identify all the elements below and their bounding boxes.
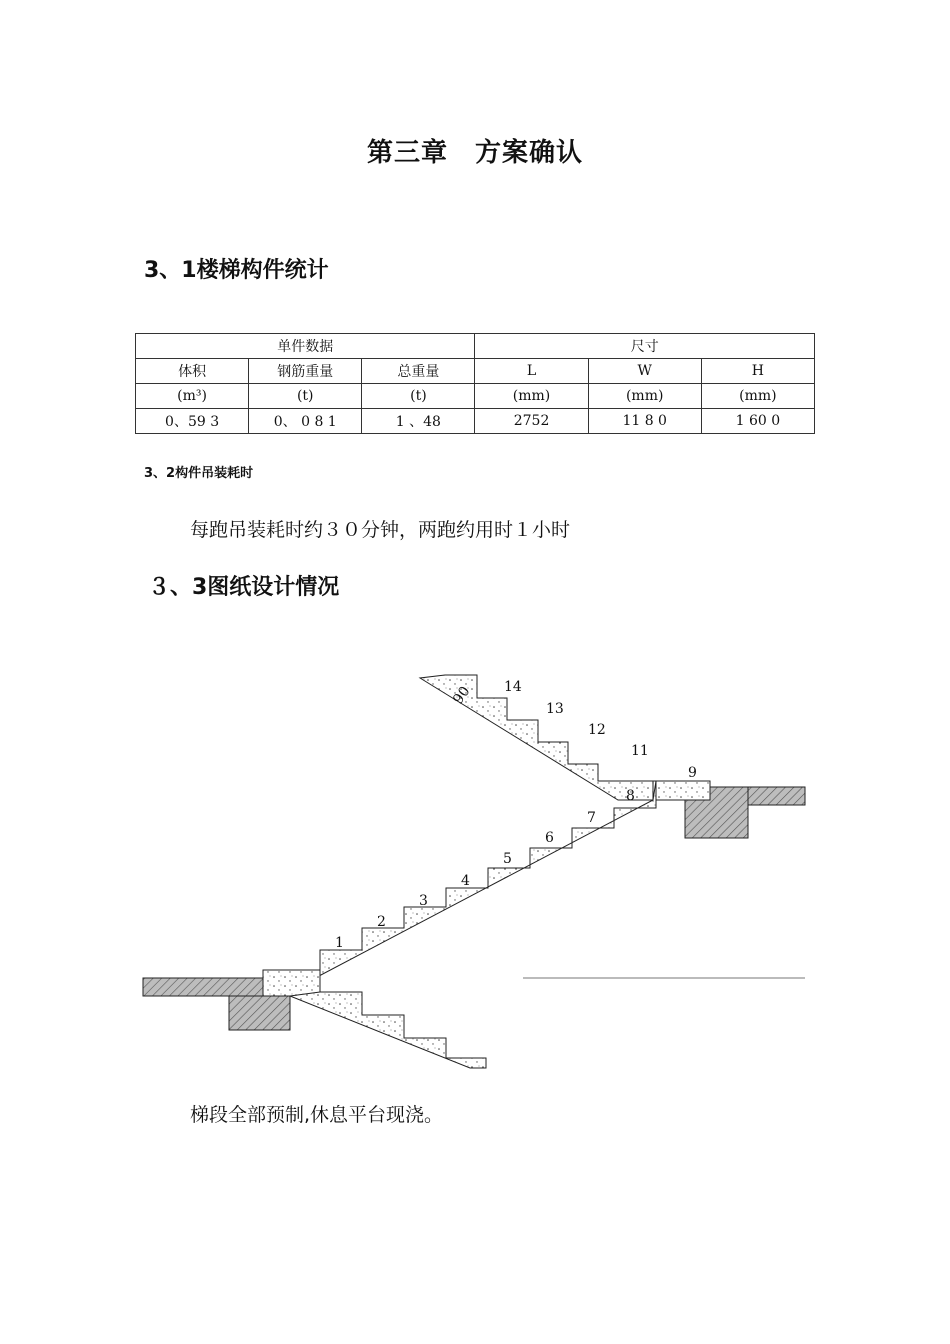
table-value-cell: 2752 xyxy=(475,409,588,434)
upper-landing xyxy=(653,781,710,800)
table-header-cell: 钢筋重量 xyxy=(249,359,362,384)
lifting-time-paragraph: 每跑吊装耗时约３０分钟，两跑约用时１小时 xyxy=(190,519,571,541)
step-label: 11 xyxy=(631,743,649,759)
table-value-cell: 0、 0 8 1 xyxy=(249,409,362,434)
table-unit-cell: (mm) xyxy=(588,384,701,409)
table-value-cell: 1 60 0 xyxy=(701,409,814,434)
step-label: 1 xyxy=(335,935,344,951)
step-label: 8 xyxy=(626,788,635,804)
table-header-cell: 体积 xyxy=(136,359,249,384)
section-3-1-heading: 3、1楼梯构件统计 xyxy=(144,258,329,283)
section-3-2-heading: 3、2构件吊装耗时 xyxy=(144,466,254,481)
stair-section-drawing xyxy=(140,660,820,1080)
table-header-cell: L xyxy=(475,359,588,384)
table-row xyxy=(136,384,815,409)
table-unit-cell: (mm) xyxy=(701,384,814,409)
lower-flight xyxy=(290,992,486,1068)
step-label: 3 xyxy=(419,893,428,909)
table-header-cell: W xyxy=(588,359,701,384)
left-floor-slab xyxy=(143,978,263,996)
table-unit-cell: (t) xyxy=(249,384,362,409)
chapter-title: 第三章 方案确认 xyxy=(366,138,583,168)
component-stats-table xyxy=(135,333,815,434)
step-label: 5 xyxy=(503,851,512,867)
step-label: 7 xyxy=(587,810,596,826)
step-label: 6 xyxy=(545,830,554,846)
table-header-cell: 总重量 xyxy=(362,359,475,384)
prefab-note-paragraph: 梯段全部预制,休息平台现浇。 xyxy=(190,1104,444,1126)
left-wall xyxy=(229,996,290,1030)
table-unit-cell: (t) xyxy=(362,384,475,409)
table-value-cell: 0、59 3 xyxy=(136,409,249,434)
table-row xyxy=(136,409,815,434)
step-label: 4 xyxy=(461,873,470,889)
step-label: 12 xyxy=(588,722,606,738)
step-label: 9 xyxy=(688,765,697,781)
table-value-cell: 11 8 0 xyxy=(588,409,701,434)
table-group-header: 尺寸 xyxy=(475,334,815,359)
table-row xyxy=(136,334,815,359)
table-unit-cell: (m³) xyxy=(136,384,249,409)
table-value-cell: 1 、48 xyxy=(362,409,475,434)
step-label: 2 xyxy=(377,914,386,930)
step-label: 14 xyxy=(504,679,522,695)
lower-landing xyxy=(263,970,320,996)
table-group-header: 单件数据 xyxy=(136,334,475,359)
section-3-3-heading: ３、3图纸设计情况 xyxy=(148,575,340,600)
table-row xyxy=(136,359,815,384)
table-header-cell: H xyxy=(701,359,814,384)
table-unit-cell: (mm) xyxy=(475,384,588,409)
dimension-label: 90 xyxy=(450,683,474,708)
main-flight xyxy=(300,781,656,986)
step-label: 13 xyxy=(546,701,564,717)
